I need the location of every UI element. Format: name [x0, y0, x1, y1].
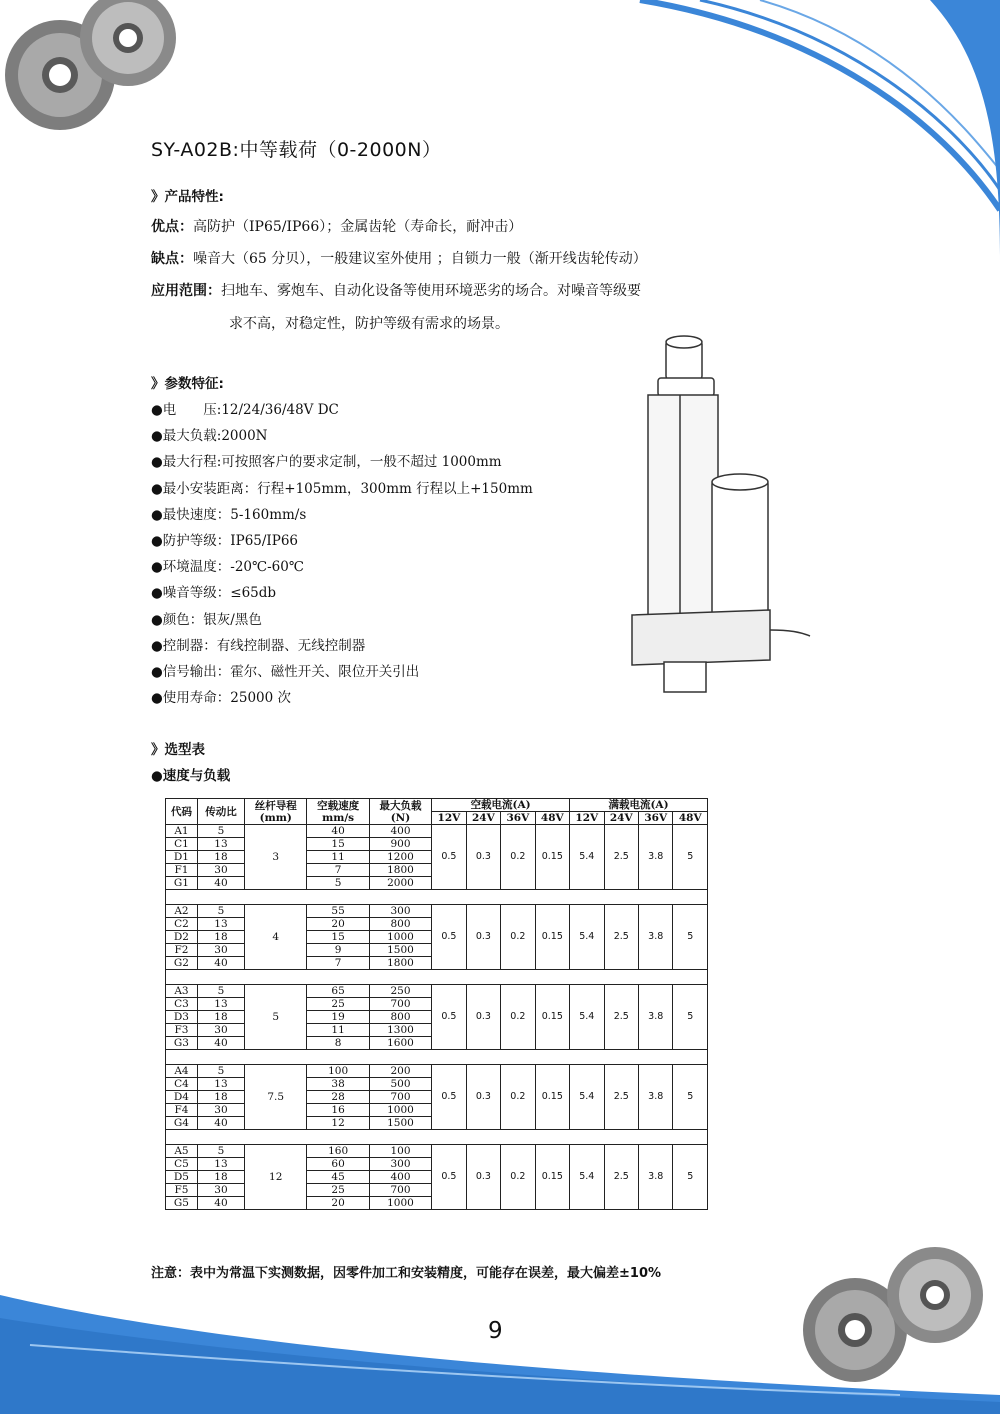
cell-speed: 65 — [307, 985, 369, 998]
cell-ratio: 13 — [197, 1078, 244, 1091]
cell-code: A5 — [166, 1145, 198, 1158]
cell-speed: 11 — [307, 1024, 369, 1037]
disadvantages-label: 缺点： — [151, 251, 193, 267]
cell-fullload-current: 2.5 — [604, 905, 638, 970]
page-number: 9 — [488, 1318, 503, 1344]
cell-speed: 60 — [307, 1158, 369, 1171]
top-right-swoosh — [560, 0, 1000, 260]
cell-noload-current: 0.15 — [535, 1145, 569, 1210]
cell-fullload-current: 5.4 — [570, 1065, 604, 1130]
param-item: ●最大行程:可按照客户的要求定制，一般不超过 1000mm — [151, 454, 502, 471]
fullload-voltage-header: 48V — [673, 812, 708, 825]
cell-code: D4 — [166, 1091, 198, 1104]
cell-load: 2000 — [369, 877, 431, 890]
cell-code: G1 — [166, 877, 198, 890]
cell-load: 800 — [369, 1011, 431, 1024]
cell-ratio: 18 — [197, 1011, 244, 1024]
cell-fullload-current: 5 — [673, 1145, 708, 1210]
header-fullload-current: 满载电流(A) — [570, 799, 708, 812]
product-title: SY-A02B:中等载荷（0-2000N） — [151, 139, 442, 161]
cell-noload-current: 0.2 — [501, 825, 535, 890]
cell-fullload-current: 5.4 — [570, 825, 604, 890]
cell-load: 400 — [369, 825, 431, 838]
cell-fullload-current: 5.4 — [570, 985, 604, 1050]
cell-load: 800 — [369, 918, 431, 931]
cell-ratio: 40 — [197, 1037, 244, 1050]
header-lead: 丝杆导程 (mm) — [245, 799, 307, 825]
cell-speed: 38 — [307, 1078, 369, 1091]
param-item: ●信号输出：霍尔、磁性开关、限位开关引出 — [151, 664, 420, 680]
cell-load: 300 — [369, 1158, 431, 1171]
cell-speed: 25 — [307, 998, 369, 1011]
cell-noload-current: 0.2 — [501, 905, 535, 970]
cell-noload-current: 0.5 — [432, 905, 466, 970]
cell-load: 1000 — [369, 931, 431, 944]
table-row — [166, 905, 708, 918]
cell-ratio: 18 — [197, 851, 244, 864]
advantages-label: 优点： — [151, 219, 193, 235]
cell-ratio: 18 — [197, 1171, 244, 1184]
noload-voltage-header: 48V — [535, 812, 569, 825]
cell-load: 300 — [369, 905, 431, 918]
cell-noload-current: 0.5 — [432, 1145, 466, 1210]
cell-load: 500 — [369, 1078, 431, 1091]
cell-fullload-current: 3.8 — [638, 825, 672, 890]
cell-fullload-current: 5.4 — [570, 905, 604, 970]
cell-load: 700 — [369, 998, 431, 1011]
cell-load: 1500 — [369, 944, 431, 957]
cell-speed: 55 — [307, 905, 369, 918]
cell-code: A1 — [166, 825, 198, 838]
cell-load: 1300 — [369, 1024, 431, 1037]
cell-fullload-current: 2.5 — [604, 825, 638, 890]
table-row — [166, 985, 708, 998]
cell-speed: 9 — [307, 944, 369, 957]
cell-ratio: 5 — [197, 905, 244, 918]
bottom-right-gears — [803, 1247, 983, 1382]
cell-speed: 20 — [307, 1197, 369, 1210]
cell-code: F5 — [166, 1184, 198, 1197]
cell-load: 250 — [369, 985, 431, 998]
cell-load: 1800 — [369, 864, 431, 877]
cell-ratio: 30 — [197, 1024, 244, 1037]
table-row — [166, 825, 708, 838]
cell-code: G2 — [166, 957, 198, 970]
cell-speed: 19 — [307, 1011, 369, 1024]
param-item: ●环境温度：-20℃-60℃ — [151, 559, 304, 576]
cell-noload-current: 0.3 — [466, 905, 500, 970]
cell-ratio: 40 — [197, 877, 244, 890]
cell-code: F3 — [166, 1024, 198, 1037]
note: 注意：表中为常温下实测数据，因零件加工和安装精度，可能存在误差，最大偏差±10% — [151, 1266, 662, 1281]
cell-load: 900 — [369, 838, 431, 851]
table-row — [166, 1065, 708, 1078]
cell-ratio: 30 — [197, 944, 244, 957]
cell-lead: 5 — [245, 985, 307, 1050]
fullload-voltage-header: 24V — [604, 812, 638, 825]
cell-ratio: 40 — [197, 957, 244, 970]
cell-ratio: 40 — [197, 1197, 244, 1210]
cell-code: C4 — [166, 1078, 198, 1091]
cell-load: 1800 — [369, 957, 431, 970]
cell-noload-current: 0.5 — [432, 825, 466, 890]
cell-ratio: 40 — [197, 1117, 244, 1130]
param-item: ●防护等级：IP65/IP66 — [151, 533, 299, 549]
cell-code: F1 — [166, 864, 198, 877]
cell-load: 1000 — [369, 1197, 431, 1210]
advantages-text: 高防护（IP65/IP66）；金属齿轮（寿命长，耐冲击） — [193, 219, 523, 235]
cell-noload-current: 0.15 — [535, 825, 569, 890]
header-code: 代码 — [166, 799, 198, 825]
param-item: ●噪音等级：≤65db — [151, 585, 277, 602]
group-separator — [166, 970, 708, 985]
noload-voltage-header: 12V — [432, 812, 466, 825]
cell-speed: 7 — [307, 957, 369, 970]
table-row — [166, 1145, 708, 1158]
cell-noload-current: 0.2 — [501, 1065, 535, 1130]
cell-load: 700 — [369, 1184, 431, 1197]
cell-code: F4 — [166, 1104, 198, 1117]
cell-noload-current: 0.15 — [535, 1065, 569, 1130]
cell-code: D2 — [166, 931, 198, 944]
cell-fullload-current: 3.8 — [638, 1145, 672, 1210]
cell-noload-current: 0.3 — [466, 1065, 500, 1130]
cell-ratio: 13 — [197, 918, 244, 931]
top-left-gears — [5, 0, 176, 130]
cell-load: 400 — [369, 1171, 431, 1184]
cell-fullload-current: 2.5 — [604, 1065, 638, 1130]
header-load: 最大负载 (N) — [369, 799, 431, 825]
cell-load: 100 — [369, 1145, 431, 1158]
fullload-voltage-header: 12V — [570, 812, 604, 825]
group-separator — [166, 1130, 708, 1145]
cell-noload-current: 0.3 — [466, 985, 500, 1050]
cell-ratio: 18 — [197, 931, 244, 944]
application-line — [151, 280, 641, 300]
application-label: 应用范围： — [151, 283, 221, 299]
cell-noload-current: 0.5 — [432, 985, 466, 1050]
cell-fullload-current: 3.8 — [638, 1065, 672, 1130]
application-text-2: 求不高，对稳定性，防护等级有需求的场景。 — [229, 316, 509, 332]
noload-voltage-header: 36V — [501, 812, 535, 825]
cell-code: A2 — [166, 905, 198, 918]
cell-noload-current: 0.2 — [501, 1145, 535, 1210]
fullload-voltage-header: 36V — [638, 812, 672, 825]
selection-table — [165, 798, 708, 1210]
cell-load: 1200 — [369, 851, 431, 864]
cell-speed: 16 — [307, 1104, 369, 1117]
cell-fullload-current: 2.5 — [604, 1145, 638, 1210]
header-ratio: 传动比 — [197, 799, 244, 825]
param-item: ●控制器：有线控制器、无线控制器 — [151, 637, 366, 654]
cell-noload-current: 0.3 — [466, 825, 500, 890]
advantages-line — [151, 216, 522, 236]
cell-fullload-current: 2.5 — [604, 985, 638, 1050]
header-speed: 空载速度 mm/s — [307, 799, 369, 825]
cell-code: G4 — [166, 1117, 198, 1130]
application-line-2 — [229, 313, 509, 333]
param-item: ●电 压:12/24/36/48V DC — [151, 402, 339, 418]
cell-code: F2 — [166, 944, 198, 957]
cell-speed: 15 — [307, 838, 369, 851]
cell-noload-current: 0.5 — [432, 1065, 466, 1130]
cell-speed: 11 — [307, 851, 369, 864]
cell-ratio: 5 — [197, 985, 244, 998]
cell-noload-current: 0.15 — [535, 905, 569, 970]
param-item: ●最快速度：5-160mm/s — [151, 506, 307, 523]
cell-fullload-current: 3.8 — [638, 985, 672, 1050]
cell-code: D1 — [166, 851, 198, 864]
header-noload-current: 空载电流(A) — [432, 799, 570, 812]
cell-ratio: 18 — [197, 1091, 244, 1104]
cell-code: C2 — [166, 918, 198, 931]
selection-heading: 》选型表 — [151, 742, 205, 758]
cell-code: G5 — [166, 1197, 198, 1210]
cell-speed: 5 — [307, 877, 369, 890]
cell-lead: 3 — [245, 825, 307, 890]
cell-fullload-current: 5 — [673, 1065, 708, 1130]
cell-speed: 160 — [307, 1145, 369, 1158]
cell-speed: 28 — [307, 1091, 369, 1104]
param-item: ●最大负载:2000N — [151, 428, 268, 445]
cell-ratio: 30 — [197, 1184, 244, 1197]
cell-ratio: 5 — [197, 1145, 244, 1158]
cell-lead: 12 — [245, 1145, 307, 1210]
disadvantages-text: 噪音大（65 分贝），一般建议室外使用 ；自锁力一般（渐开线齿轮传动） — [193, 251, 647, 267]
cell-ratio: 30 — [197, 1104, 244, 1117]
cell-speed: 45 — [307, 1171, 369, 1184]
cell-noload-current: 0.15 — [535, 985, 569, 1050]
param-item: ●最小安装距离：行程+105mm，300mm 行程以上+150mm — [151, 480, 533, 497]
params-heading: 》参数特征: — [151, 376, 224, 392]
cell-ratio: 13 — [197, 838, 244, 851]
group-separator — [166, 890, 708, 905]
cell-speed: 20 — [307, 918, 369, 931]
cell-code: D5 — [166, 1171, 198, 1184]
cell-code: C3 — [166, 998, 198, 1011]
selection-subheading: ●速度与负载 — [151, 768, 231, 784]
application-text-1: 扫地车、雾炮车、自动化设备等使用环境恶劣的场合。对噪音等级要 — [221, 283, 641, 299]
cell-speed: 25 — [307, 1184, 369, 1197]
cell-noload-current: 0.3 — [466, 1145, 500, 1210]
actuator-illustration — [632, 336, 810, 692]
cell-speed: 15 — [307, 931, 369, 944]
cell-speed: 12 — [307, 1117, 369, 1130]
cell-speed: 100 — [307, 1065, 369, 1078]
cell-ratio: 30 — [197, 864, 244, 877]
noload-voltage-header: 24V — [466, 812, 500, 825]
param-item: ●使用寿命：25000 次 — [151, 690, 292, 707]
cell-fullload-current: 5 — [673, 905, 708, 970]
cell-ratio: 13 — [197, 1158, 244, 1171]
cell-lead: 7.5 — [245, 1065, 307, 1130]
cell-fullload-current: 5 — [673, 985, 708, 1050]
cell-code: A4 — [166, 1065, 198, 1078]
param-item: ●颜色：银灰/黑色 — [151, 611, 262, 628]
cell-code: D3 — [166, 1011, 198, 1024]
cell-ratio: 5 — [197, 1065, 244, 1078]
cell-load: 200 — [369, 1065, 431, 1078]
cell-noload-current: 0.2 — [501, 985, 535, 1050]
disadvantages-line — [151, 248, 647, 268]
cell-fullload-current: 5.4 — [570, 1145, 604, 1210]
cell-load: 1600 — [369, 1037, 431, 1050]
features-heading: 》产品特性: — [151, 189, 224, 205]
cell-speed: 7 — [307, 864, 369, 877]
cell-code: C1 — [166, 838, 198, 851]
cell-fullload-current: 5 — [673, 825, 708, 890]
cell-load: 700 — [369, 1091, 431, 1104]
cell-ratio: 13 — [197, 998, 244, 1011]
cell-fullload-current: 3.8 — [638, 905, 672, 970]
cell-lead: 4 — [245, 905, 307, 970]
cell-code: G3 — [166, 1037, 198, 1050]
cell-code: A3 — [166, 985, 198, 998]
cell-load: 1500 — [369, 1117, 431, 1130]
cell-speed: 8 — [307, 1037, 369, 1050]
group-separator — [166, 1050, 708, 1065]
cell-code: C5 — [166, 1158, 198, 1171]
cell-ratio: 5 — [197, 825, 244, 838]
cell-speed: 40 — [307, 825, 369, 838]
cell-load: 1000 — [369, 1104, 431, 1117]
